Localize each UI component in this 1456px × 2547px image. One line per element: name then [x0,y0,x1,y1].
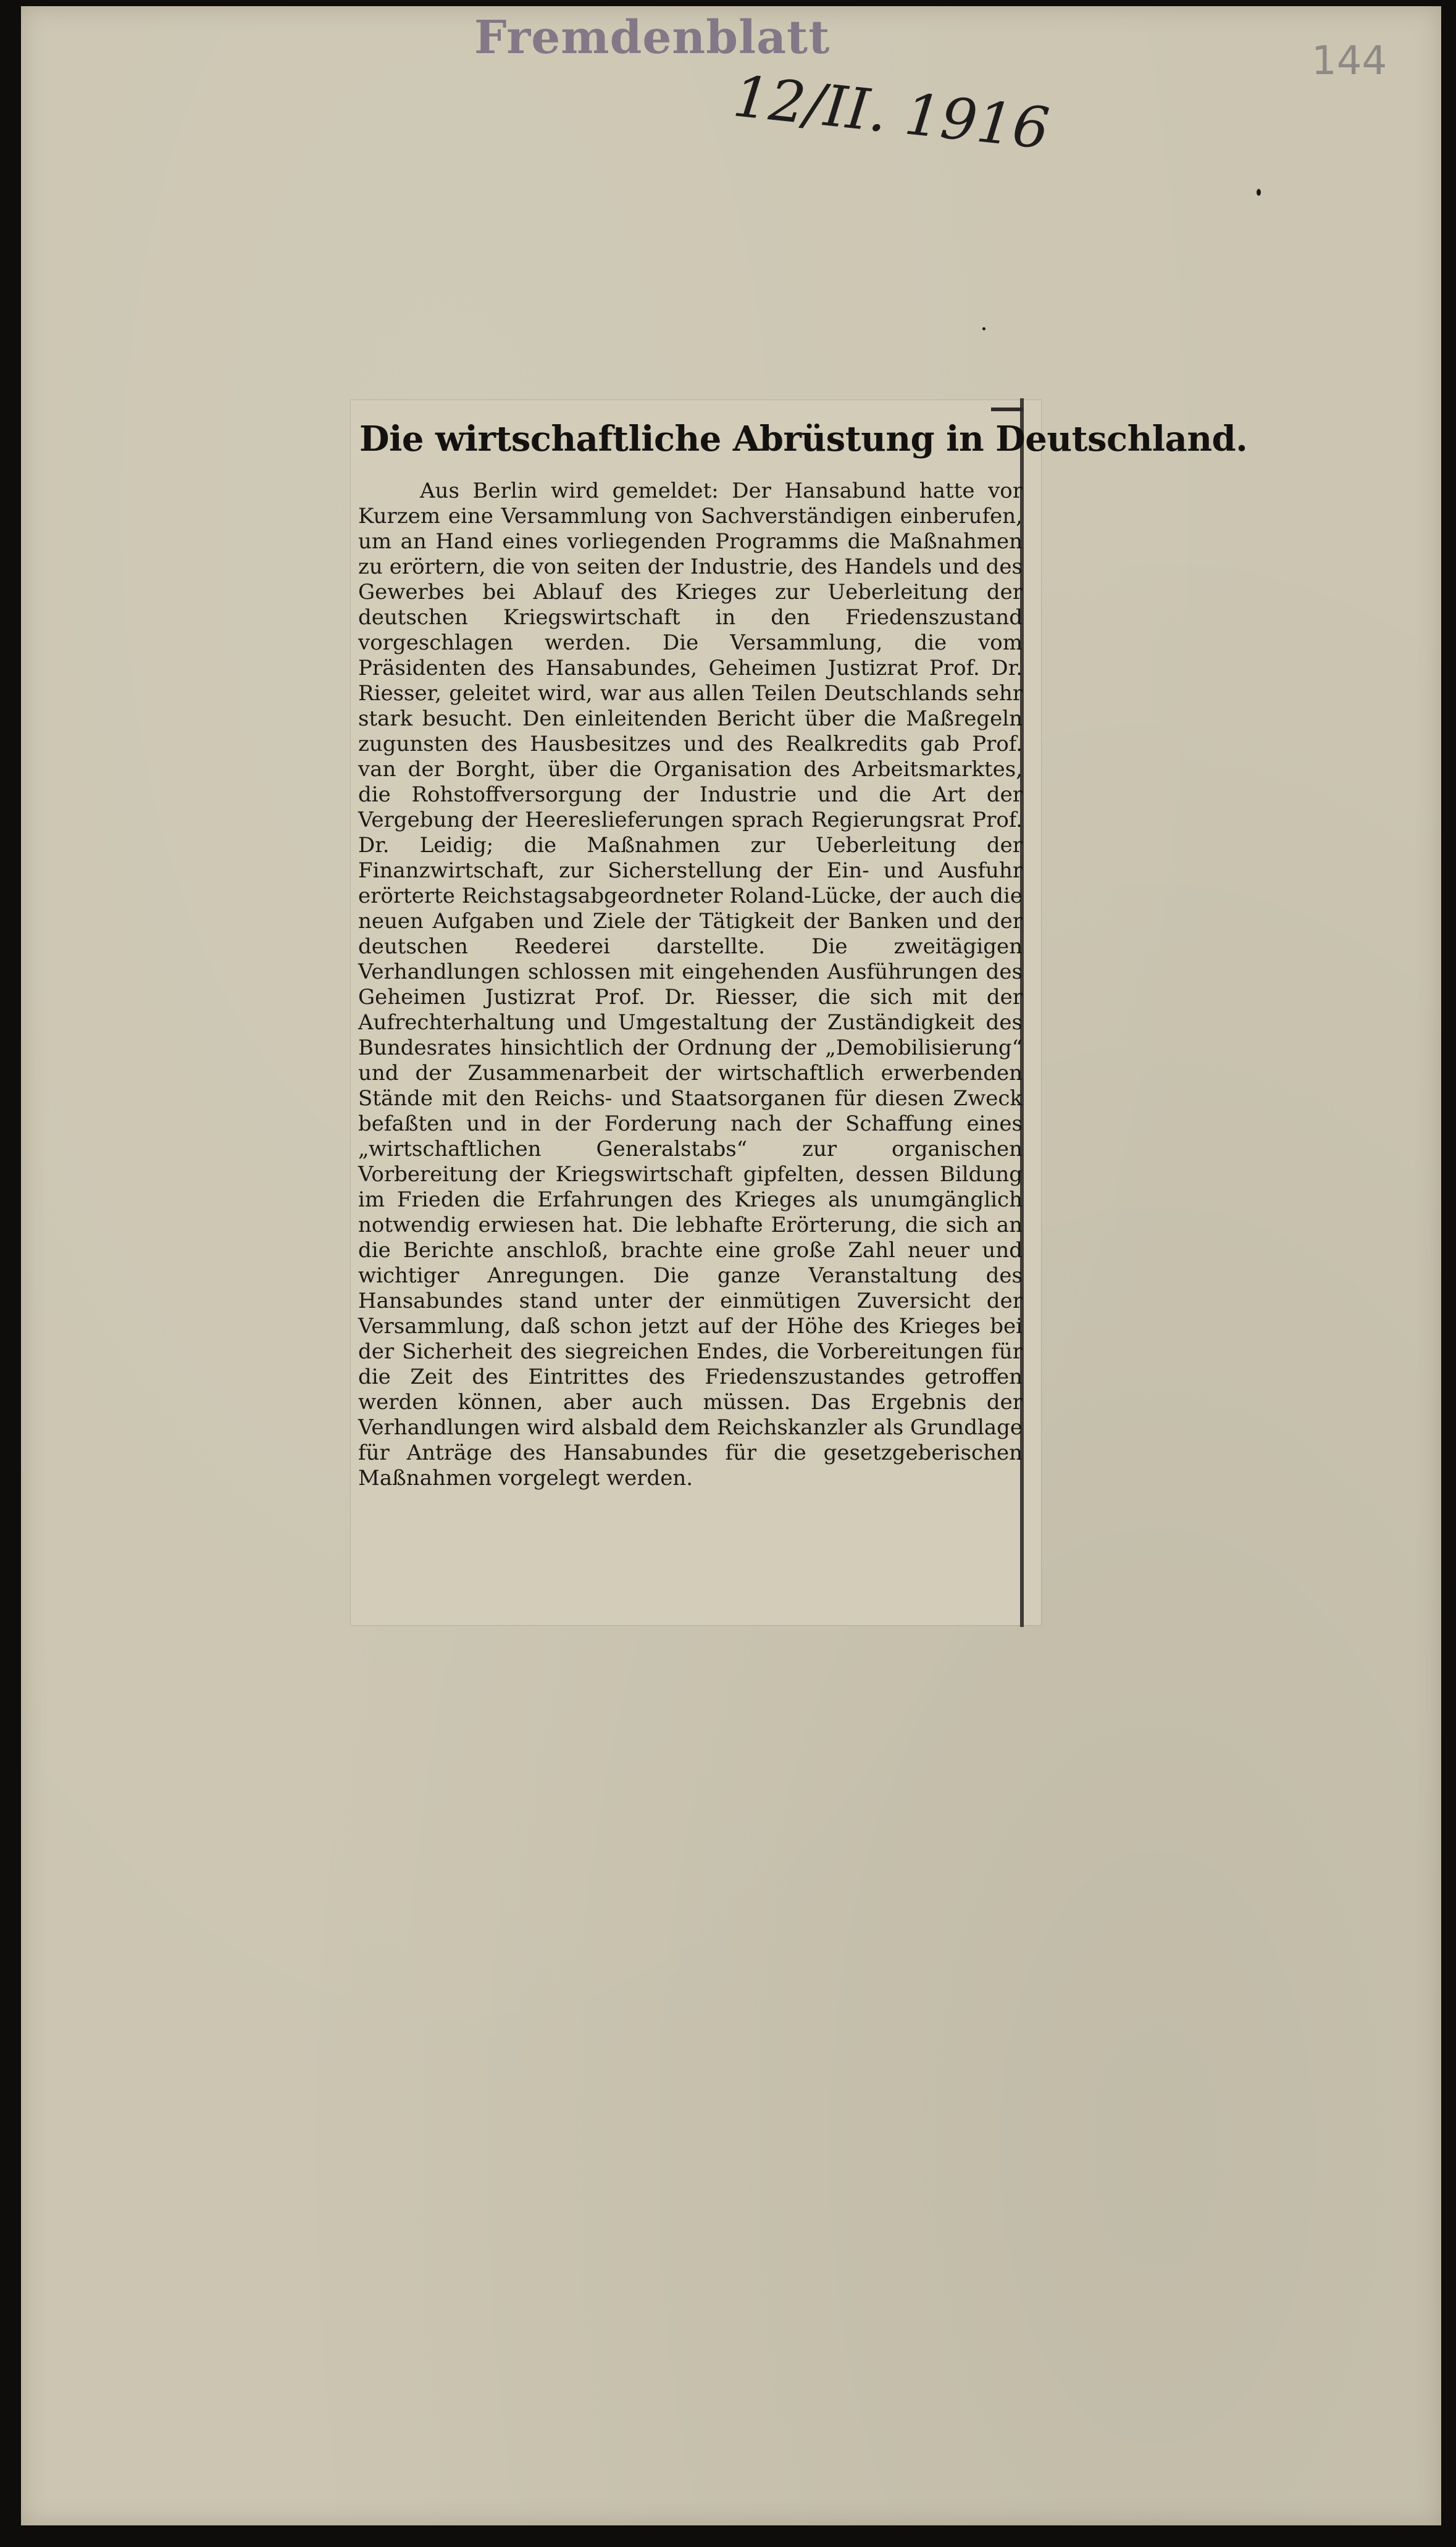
newspaper-source-stamp: Fremdenblatt [474,11,831,64]
article-body: Aus Berlin wird gemeldet: Der Hansabund hatte vor Kurzem eine Versammlung von Sachverständigen einberufen, um an Hand eines vorliegenden Programms die Maßnahmen zu erörtern, die von seiten der Industrie, des Handels und des Gewerbes bei Ablauf des Krieges zur Ueberleitung der deutschen Kriegswirtschaft in den Friedenszustand vorgeschlagen werden. Die Versammlung, die vom Präsidenten des Hansabundes, Geheimen Justizrat Prof. Dr. Riesser, geleitet wird, war aus allen Teilen Deutschlands sehr stark besucht. Den einleitenden Bericht über die Maßregeln zugunsten des Hausbesitzes und des Realkredits gab Prof. van der Borght, über die Organisation des Arbeitsmarktes, die Rohstoffversorgung der Industrie und die Art der Vergebung der Heereslieferungen sprach Regierungsrat Prof. Dr. Leidig; die Maßnahmen zur Ueberleitung der Finanzwirtschaft, zur Sicherstellung der Ein- und Ausfuhr erörterte Reichstagsabgeordneter Roland-Lücke, der auch die neuen Aufgaben und Ziele der Tätigkeit der Banken und der deutschen Reederei darstellte. Die zweitägigen Verhandlungen schlossen mit eingehenden Ausführungen des Geheimen Justizrat Prof. Dr. Riesser, die sich mit der Aufrechterhaltung und Umgestaltung der Zuständigkeit des Bundesrates hinsichtlich der Ordnung der „Demobilisierung“ und der Zusammenarbeit der wirtschaftlich erwerbenden Stände mit den Reichs- und Staatsorganen für diesen Zweck befaßten und in der Forderung nach der Schaffung eines „wirtschaftlichen Generalstabs“ zur organischen Vorbereitung der Kriegswirtschaft gipfelten, dessen Bildung im Frieden die Erfahrungen des Krieges als unumgänglich notwendig erwiesen hat. Die lebhafte Erörterung, die sich an die Berichte anschloß, brachte eine große Zahl neuer und wichtiger Anregungen. Die ganze Veranstaltung des Hansabundes stand unter der einmütigen Zuversicht der Versammlung, daß schon jetzt auf der Höhe des Krieges bei der Sicherheit des siegreichen Endes, die Vorbereitungen für die Zeit des Eintrittes des Friedenszustandes getroffen werden können, aber auch müssen. Das Ergebnis der Verhandlungen wird alsbald dem Reichskanzler als Grundlage für Anträge des Hansabundes für die gesetzgeberischen Maßnahmen vorgelegt werden. [358,479,1023,1491]
paper-speck [1257,189,1261,196]
paper-speck [982,327,985,330]
folio-number: 144 [1312,38,1387,84]
clipping-corner-mark [991,408,1023,411]
article-headline: Die wirtschaftliche Abrüstung in Deutschland. [359,419,1248,459]
handwritten-date: 12/II. 1916 [730,63,1053,162]
